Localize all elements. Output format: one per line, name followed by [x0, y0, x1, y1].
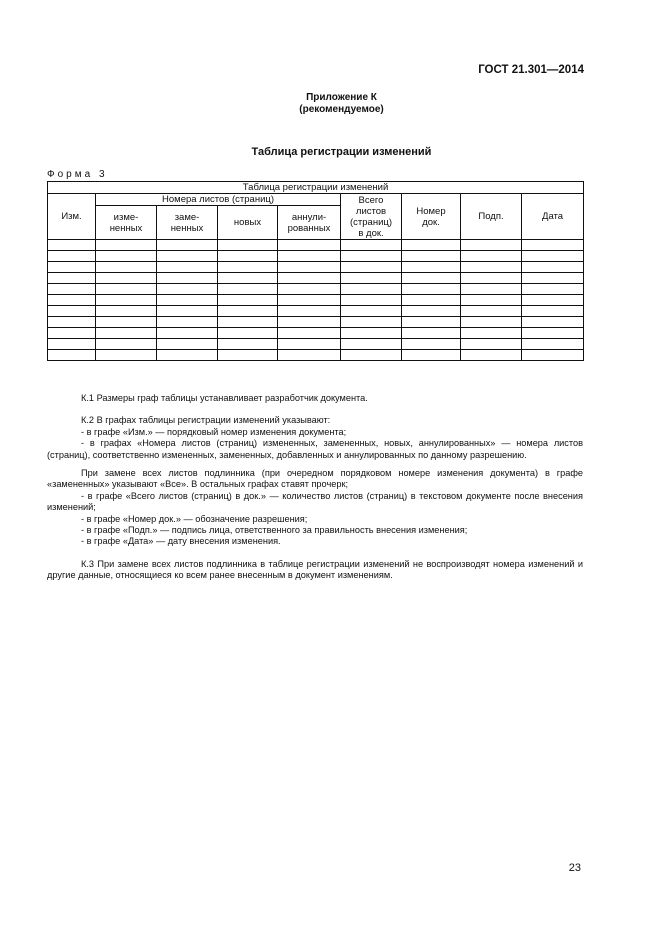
table-cell	[341, 306, 402, 317]
change-registration-table	[47, 181, 584, 361]
table-cell	[278, 251, 341, 262]
table-cell	[461, 273, 522, 284]
note-k2-intro: К.2 В графах таблицы регистрации изменений указывают:	[81, 415, 331, 426]
table-cell	[96, 339, 157, 350]
table-cell	[278, 350, 341, 361]
note-k2-paragraph: При замене всех листов подлинника (при очередном порядковом номере изменения документа) в графе «замененных» указывают «Все». В остальных графах ставят прочерк;	[47, 468, 583, 490]
table-cell	[218, 328, 278, 339]
table-cell	[341, 350, 402, 361]
table-cell	[157, 273, 218, 284]
col-annulled-header: аннули- рованных	[278, 206, 341, 240]
table-cell	[522, 284, 584, 295]
table-cell	[461, 251, 522, 262]
table-row	[48, 306, 584, 317]
table-cell	[218, 240, 278, 251]
table-cell	[48, 251, 96, 262]
table-cell	[278, 339, 341, 350]
table-cell	[402, 350, 461, 361]
table-row	[48, 284, 584, 295]
table-row	[48, 317, 584, 328]
document-code: ГОСТ 21.301—2014	[478, 64, 584, 76]
table-cell	[157, 262, 218, 273]
table-cell	[522, 262, 584, 273]
table-cell	[96, 262, 157, 273]
table-cell	[96, 306, 157, 317]
table-cell	[522, 328, 584, 339]
table-cell	[341, 328, 402, 339]
table-cell	[522, 350, 584, 361]
table-cell	[402, 284, 461, 295]
table-cell	[48, 306, 96, 317]
table-cell	[522, 273, 584, 284]
table-cell	[278, 284, 341, 295]
note-k2-item: - в графах «Номера листов (страниц) измененных, замененных, новых, аннулированных» — номера листов (страниц), соответственно измененных, замененных, добавленных и аннулированных по данному разрешению.	[47, 438, 583, 460]
table-row	[48, 328, 584, 339]
table-cell	[402, 328, 461, 339]
table-cell	[461, 317, 522, 328]
note-k2-item: - в графе «Номер док.» — обозначение разрешения;	[81, 513, 308, 524]
table-cell	[522, 240, 584, 251]
col-new-header: новых	[218, 206, 278, 240]
table-cell	[218, 295, 278, 306]
table-row	[48, 339, 584, 350]
table-cell	[96, 273, 157, 284]
table-cell	[157, 240, 218, 251]
table-cell	[402, 262, 461, 273]
table-cell	[341, 284, 402, 295]
table-cell	[461, 262, 522, 273]
table-cell	[218, 306, 278, 317]
table-row	[48, 251, 584, 262]
table-cell	[218, 284, 278, 295]
table-cell	[341, 262, 402, 273]
table-cell	[461, 350, 522, 361]
table-row	[48, 262, 584, 273]
appendix-heading	[0, 92, 661, 116]
table-cell	[402, 295, 461, 306]
note-k2-item: - в графе «Изм.» — порядковый номер изменения документа;	[81, 426, 347, 437]
table-cell	[402, 251, 461, 262]
appendix-subtitle: (рекомендуемое)	[299, 104, 384, 115]
col-signature-header: Подп.	[461, 194, 522, 240]
table-row	[48, 295, 584, 306]
table-cell	[48, 273, 96, 284]
table-cell	[157, 317, 218, 328]
notes-section	[47, 393, 583, 582]
table-cell	[278, 262, 341, 273]
table-cell	[522, 339, 584, 350]
table-cell	[341, 240, 402, 251]
table-cell	[48, 240, 96, 251]
table-cell	[341, 295, 402, 306]
table-row	[48, 350, 584, 361]
table-cell	[48, 339, 96, 350]
note-k2-item: - в графе «Подп.» — подпись лица, ответственного за правильность внесения изменения;	[81, 525, 468, 536]
table-cell	[278, 240, 341, 251]
appendix-title: Приложение К	[306, 92, 377, 103]
table-cell	[96, 240, 157, 251]
table-row	[48, 273, 584, 284]
table-title: Таблица регистрации изменений	[251, 146, 432, 158]
table-cell	[218, 339, 278, 350]
sheet-numbers-group-header: Номера листов (страниц)	[96, 194, 341, 206]
col-izm-header: Изм.	[48, 194, 96, 240]
table-cell	[48, 328, 96, 339]
table-cell	[48, 284, 96, 295]
note-k1: К.1 Размеры граф таблицы устанавливает разработчик документа.	[81, 393, 368, 403]
form-label: Форма 3	[47, 169, 108, 180]
note-k2-item: - в графе «Всего листов (страниц) в док.» — количество листов (страниц) в текстовом документе после внесения изменений;	[47, 490, 583, 513]
table-cell	[48, 262, 96, 273]
table-cell	[218, 273, 278, 284]
table-cell	[402, 306, 461, 317]
table-cell	[522, 251, 584, 262]
table-cell	[218, 317, 278, 328]
table-cell	[96, 350, 157, 361]
note-k3: К.3 При замене всех листов подлинника в таблице регистрации изменений не воспроизводят номера изменений и другие данные, относящиеся ко всем ранее внесенным в документ изменениям.	[47, 558, 583, 581]
table-cell	[218, 350, 278, 361]
table-cell	[341, 317, 402, 328]
table-row	[48, 240, 584, 251]
table-cell	[402, 317, 461, 328]
table-cell	[402, 339, 461, 350]
table-cell	[218, 262, 278, 273]
table-cell	[341, 251, 402, 262]
table-caption: Таблица регистрации изменений	[48, 182, 584, 194]
table-cell	[48, 350, 96, 361]
table-cell	[96, 328, 157, 339]
col-replaced-header: заме- ненных	[157, 206, 218, 240]
table-cell	[461, 339, 522, 350]
table-cell	[157, 251, 218, 262]
table-cell	[48, 317, 96, 328]
table-cell	[461, 284, 522, 295]
table-cell	[402, 273, 461, 284]
table-cell	[522, 306, 584, 317]
note-k2-item: - в графе «Дата» — дату внесения изменения.	[81, 536, 281, 547]
table-cell	[522, 295, 584, 306]
table-cell	[96, 284, 157, 295]
table-cell	[461, 240, 522, 251]
table-cell	[218, 251, 278, 262]
table-cell	[461, 306, 522, 317]
table-cell	[341, 273, 402, 284]
table-cell	[278, 317, 341, 328]
col-date-header: Дата	[522, 194, 584, 240]
col-total-sheets-header: Всего листов (страниц) в док.	[341, 194, 402, 240]
table-cell	[96, 317, 157, 328]
table-cell	[157, 306, 218, 317]
table-cell	[341, 339, 402, 350]
table-cell	[522, 317, 584, 328]
table-cell	[96, 251, 157, 262]
table-cell	[402, 240, 461, 251]
table-cell	[157, 328, 218, 339]
table-cell	[278, 295, 341, 306]
table-cell	[278, 328, 341, 339]
table-cell	[157, 284, 218, 295]
table-cell	[157, 339, 218, 350]
col-doc-number-header: Номер док.	[402, 194, 461, 240]
table-cell	[157, 295, 218, 306]
table-cell	[278, 306, 341, 317]
table-cell	[461, 295, 522, 306]
table-cell	[48, 295, 96, 306]
table-cell	[461, 328, 522, 339]
table-body	[48, 240, 584, 361]
col-changed-header: изме- ненных	[96, 206, 157, 240]
table-cell	[96, 295, 157, 306]
page-number: 23	[568, 862, 581, 874]
table-cell	[278, 273, 341, 284]
table-cell	[157, 350, 218, 361]
